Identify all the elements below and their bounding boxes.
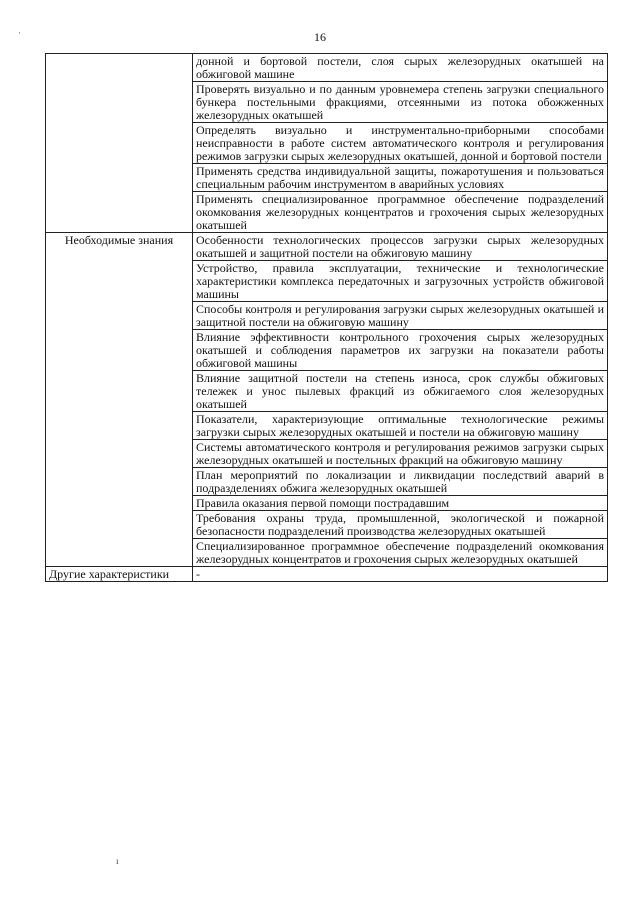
other-label: Другие характеристики (46, 567, 193, 582)
table-row (46, 567, 608, 582)
scan-speck: · (18, 28, 21, 38)
table-cell-knowledge: Правила оказания первой помощи пострадавшим (193, 496, 608, 511)
table-cell-knowledge: План мероприятий по локализации и ликвидации последствий аварий в подразделениях обжига железорудных окатышей (193, 468, 608, 496)
table-cell-knowledge: Влияние эффективности контрольного грохочения сырых железорудных окатышей и соблюдения параметров их загрузки на показатели работы обжиговой машины (193, 330, 608, 371)
table-cell-skill: Применять средства индивидуальной защиты, пожаротушения и пользоваться специальным рабочим инструментом в аварийных условиях (193, 164, 608, 192)
table-cell-knowledge: Требования охраны труда, промышленной, экологической и пожарной безопасности подразделений производства железорудных окатышей (193, 511, 608, 539)
table-cell-knowledge: Системы автоматического контроля и регулирования режимов загрузки сырых железорудных окатышей и постельных фракций на обжиговую машину (193, 440, 608, 468)
skills-label-cell-empty (46, 54, 193, 233)
scan-speck: ı (116, 856, 119, 866)
table-cell-skill: Определять визуально и инструментально-приборными способами неисправности в работе систем автоматического контроля и регулирования режимов загрузки сырых железорудных окатышей, донной и бортовой постели (193, 123, 608, 164)
knowledge-label: Необходимые знания (46, 233, 193, 567)
table-cell-knowledge: Способы контроля и регулирования загрузки сырых железорудных окатышей и защитной постели на обжиговую машину (193, 302, 608, 330)
table-row (46, 54, 608, 82)
table-cell-knowledge: Устройство, правила эксплуатации, технические и технологические характеристики комплекса передаточных и загрузочных устройств обжиговой машины (193, 261, 608, 302)
other-value: - (193, 567, 608, 582)
table-cell-knowledge: Особенности технологических процессов загрузки сырых железорудных окатышей и защитной постели на обжиговую машину (193, 233, 608, 261)
table-cell-skill: Проверять визуально и по данным уровнемера степень загрузки специального бункера постельными фракциями, отсеянными из потока обожженных железорудных окатышей (193, 82, 608, 123)
table-row (46, 233, 608, 261)
table-cell-skill: донной и бортовой постели, слоя сырых железорудных окатышей на обжиговой машине (193, 54, 608, 82)
table-cell-knowledge: Специализированное программное обеспечение подразделений окомкования железорудных концентратов и грохочения сырых железорудных окатышей (193, 539, 608, 567)
table-cell-knowledge: Влияние защитной постели на степень износа, срок службы обжиговых тележек и унос пылевых фракций из обжигаемого слоя железорудных окатышей (193, 371, 608, 412)
competency-table (45, 53, 608, 582)
page-number: 16 (314, 30, 326, 44)
table-cell-knowledge: Показатели, характеризующие оптимальные технологические режимы загрузки сырых железорудных окатышей и постели на обжиговую машину (193, 412, 608, 440)
table-cell-skill: Применять специализированное программное обеспечение подразделений окомкования железорудных концентратов и грохочения сырых железорудных окатышей (193, 192, 608, 233)
